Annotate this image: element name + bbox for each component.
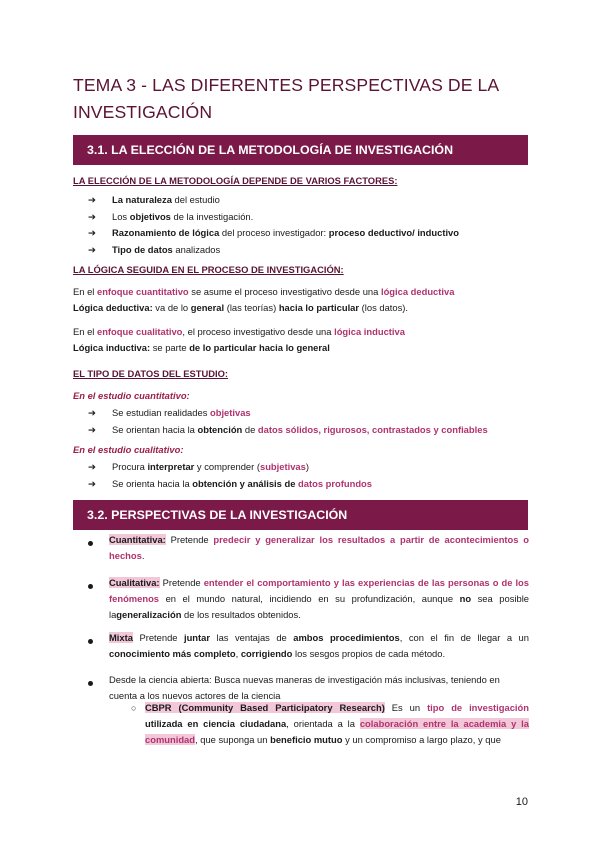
bold-text: obtención	[197, 423, 243, 435]
bold-text: beneficio mutuo	[270, 734, 343, 745]
cbpr-paragraph	[145, 700, 529, 748]
bold-text: no	[459, 593, 472, 604]
list-item	[88, 459, 372, 476]
quantitative-list	[88, 405, 488, 438]
factor-bold: Tipo de datos	[112, 243, 173, 255]
label: Lógica inductiva:	[73, 342, 151, 353]
bold-text: de lo particular hacia lo general	[189, 342, 330, 353]
bold-text: generalización	[116, 609, 182, 620]
list-item	[88, 209, 459, 226]
factor-bold: Razonamiento de lógica	[112, 227, 220, 238]
factors-heading: LA ELECCIÓN DE LA METODOLOGÍA DEPENDE DE VARIOS FACTORES:	[73, 175, 398, 186]
page-number: 10	[515, 796, 528, 808]
arrow-icon: ➔	[88, 407, 96, 418]
approach-term: enfoque cualitativo	[96, 326, 183, 337]
quantitative-paragraph	[109, 532, 529, 564]
qualitative-study-label: En el estudio cualitativo:	[73, 444, 184, 455]
text: de	[242, 423, 258, 435]
text: los sesgos propios de cada método.	[292, 648, 446, 659]
bold-text: hacia lo particular	[278, 302, 360, 313]
arrow-icon: ➔	[88, 461, 96, 472]
factor-bold: La naturaleza	[112, 194, 172, 205]
arrow-icon: ➔	[88, 194, 96, 205]
text: y comprender (	[194, 461, 260, 472]
bullet-dot	[88, 639, 93, 644]
text: , que suponga un	[195, 734, 271, 745]
factor-text: Los	[112, 210, 130, 222]
factor-text: analizados	[172, 243, 221, 255]
pink-term: datos sólidos, rigurosos, contrastados y confiables	[257, 423, 488, 435]
factor-bold: proceso deductivo/ inductivo	[328, 227, 459, 238]
text: Se orienta hacia la	[112, 477, 193, 489]
highlighted-label: Mixta	[109, 632, 133, 643]
list-item	[88, 192, 459, 209]
bold-text: obtención y análisis de	[192, 477, 296, 489]
quantitative-logic-line	[73, 286, 454, 297]
title-line-1: TEMA 3 - LAS DIFERENTES PERSPECTIVAS DE LA	[73, 75, 500, 95]
highlighted-label: Cualitativa:	[109, 577, 160, 588]
pink-term: entender el comportamiento y las experiencias de las personas o de los fenómenos	[109, 577, 529, 604]
arrow-icon: ➔	[88, 243, 96, 255]
text: va de lo	[152, 302, 191, 313]
qualitative-paragraph	[109, 575, 529, 623]
text: se asume el proceso investigativo desde una	[188, 286, 381, 297]
arrow-icon: ➔	[88, 227, 96, 238]
bold-text: corrigiendo	[240, 648, 293, 659]
mixed-paragraph	[109, 630, 529, 662]
pink-term: subjetivas	[259, 461, 306, 472]
logic-heading: LA LÓGICA SEGUIDA EN EL PROCESO DE INVESTIGACIÓN:	[73, 264, 344, 275]
sub-bullet-circle-icon: ○	[131, 703, 137, 713]
logic-term: lógica inductiva	[334, 326, 405, 337]
factors-list	[88, 192, 459, 258]
text: .	[141, 550, 145, 561]
logic-term: lógica deductiva	[380, 286, 455, 297]
factor-text: del estudio	[171, 194, 220, 205]
data-type-heading: EL TIPO DE DATOS DEL ESTUDIO:	[73, 368, 229, 379]
pink-term: predecir y generalizar los resultados a partir de acontecimientos o hechos	[109, 534, 530, 561]
text: de los resultados obtenidos.	[181, 609, 301, 620]
text: (las teorías)	[224, 302, 279, 313]
highlighted-label: Cuantitativa:	[109, 534, 166, 545]
text: y un compromiso a largo plazo, y que	[342, 734, 501, 745]
page-title	[73, 72, 543, 126]
text: Se orientan hacia la	[112, 423, 198, 435]
quantitative-study-label: En el estudio cuantitativo:	[73, 390, 190, 401]
pink-term: objetivas	[209, 407, 251, 418]
bold-text: interpretar	[147, 461, 195, 472]
arrow-icon: ➔	[88, 477, 96, 489]
text: Pretende	[159, 577, 204, 588]
text: Pretende	[165, 534, 214, 545]
qualitative-logic-line	[73, 326, 405, 337]
approach-term: enfoque cuantitativo	[96, 286, 189, 297]
section-1-heading: 3.1. LA ELECCIÓN DE LA METODOLOGÍA DE INVESTIGACIÓN	[73, 135, 528, 165]
text: Se estudian realidades	[112, 407, 210, 418]
text: Es un	[384, 702, 428, 713]
text: sea posible la	[109, 593, 529, 620]
arrow-icon: ➔	[88, 210, 96, 222]
pink-term: tipo de investigación	[427, 702, 529, 713]
arrow-icon: ➔	[88, 423, 96, 435]
list-item	[88, 242, 459, 259]
bullet-dot	[88, 681, 93, 686]
bold-text: general	[190, 302, 225, 313]
inductive-definition	[73, 342, 330, 353]
text: las ventajas de	[210, 632, 294, 643]
deductive-definition	[73, 302, 408, 313]
highlighted-pink-term: colaboración entre la academia y la comunidad	[145, 718, 529, 745]
list-item	[88, 225, 459, 242]
label: Lógica deductiva:	[73, 302, 153, 313]
text: Procura	[112, 461, 148, 472]
section-2-heading: 3.2. PERSPECTIVAS DE LA INVESTIGACIÓN	[73, 500, 528, 530]
title-line-2: INVESTIGACIÓN	[73, 102, 213, 122]
bold-text: ambos procedimientos	[293, 632, 400, 643]
qualitative-list	[88, 459, 372, 492]
bullet-dot	[88, 584, 93, 589]
factor-text: de la investigación.	[170, 210, 254, 222]
bold-text: conocimiento más completo	[109, 648, 236, 659]
text: (los datos).	[359, 302, 409, 313]
list-item	[88, 405, 488, 422]
open-science-paragraph: Desde la ciencia abierta: Busca nuevas maneras de investigación más inclusivas, teniendo en cuenta a los nuevos actores de la ciencia	[109, 674, 500, 701]
text: En el	[73, 326, 97, 337]
text: En el	[73, 286, 97, 297]
bold-text: utilizada en ciencia ciudadana	[145, 718, 287, 729]
bullet-dot	[88, 541, 93, 546]
text: , con el fin de llegar a un	[399, 632, 529, 643]
text: en el mundo natural, incidiendo en su profundización, aunque	[159, 593, 460, 604]
bold-text: juntar	[183, 632, 211, 643]
list-item	[88, 476, 372, 493]
text: ,	[235, 648, 241, 659]
text: , orientada a la	[286, 718, 360, 729]
highlighted-label: CBPR (Community Based Participatory Research)	[145, 702, 385, 713]
factor-bold: objetivos	[129, 210, 171, 222]
text: Pretende	[132, 632, 184, 643]
text: se parte	[150, 342, 190, 353]
factor-text: del proceso investigador:	[219, 227, 329, 238]
pink-term: datos profundos	[298, 477, 372, 489]
text: )	[305, 461, 309, 472]
list-item	[88, 422, 488, 439]
text: , el proceso investigativo desde una	[182, 326, 335, 337]
